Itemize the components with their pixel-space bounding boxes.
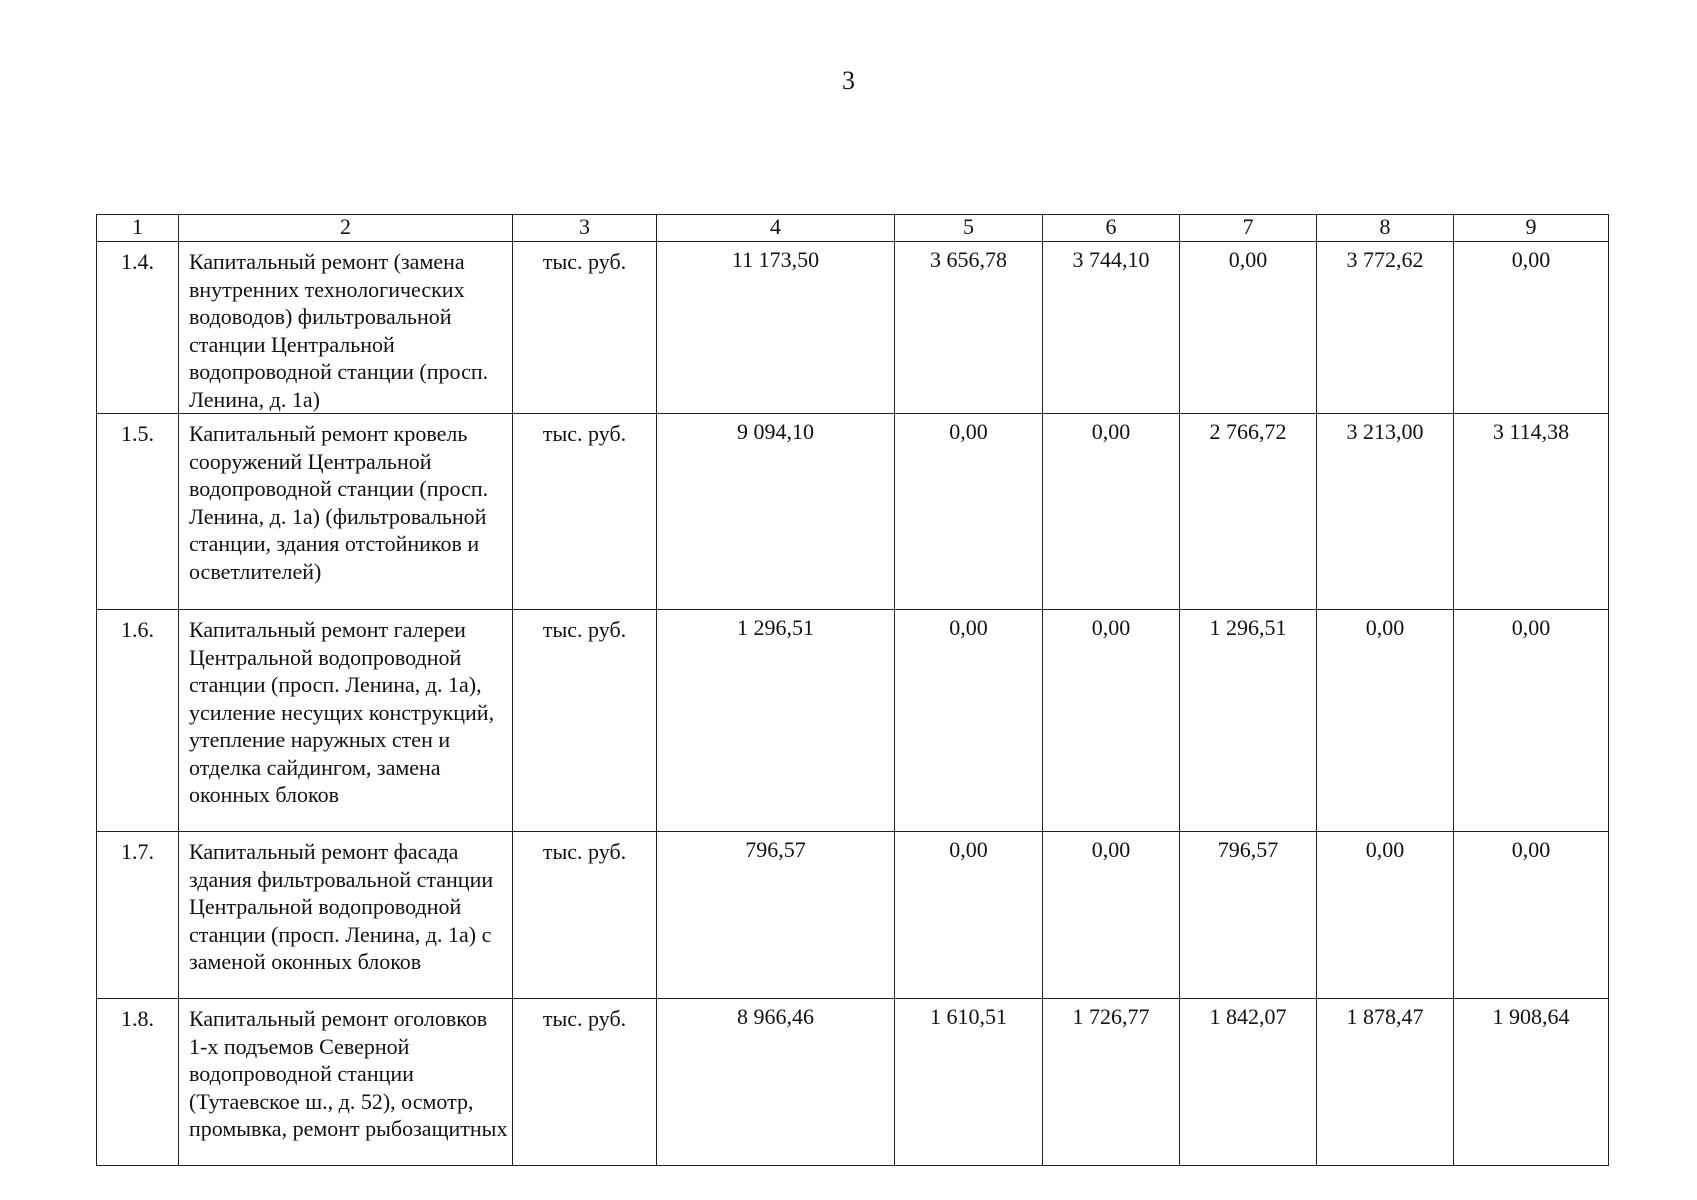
row-number: 1.8. (97, 999, 179, 1166)
table-row (97, 999, 1609, 1166)
row-number: 1.5. (97, 414, 179, 610)
row-value: 0,00 (1043, 832, 1180, 999)
table-row (97, 242, 1609, 414)
row-number: 1.4. (97, 242, 179, 414)
row-unit: тыс. руб. (513, 414, 657, 610)
row-value: 1 878,47 (1317, 999, 1454, 1166)
row-value-total: 796,57 (657, 832, 895, 999)
row-value: 1 842,07 (1180, 999, 1317, 1166)
table-header-row (97, 215, 1609, 242)
row-description: Капитальный ремонт галереи Центральной водопроводной станции (просп. Ленина, д. 1а), усиление несущих конструкций, утепление наружных стен и отделка сайдингом, замена оконных блоков (179, 610, 513, 832)
row-value-total: 9 094,10 (657, 414, 895, 610)
row-value: 1 726,77 (1043, 999, 1180, 1166)
row-value: 0,00 (1317, 610, 1454, 832)
row-description: Капитальный ремонт кровель сооружений Центральной водопроводной станции (просп. Ленина, д. 1а) (фильтровальной станции, здания отстойников и осветлителей) (179, 414, 513, 610)
table-row (97, 832, 1609, 999)
row-value: 0,00 (1043, 610, 1180, 832)
column-header: 5 (895, 215, 1043, 242)
row-value: 3 656,78 (895, 242, 1043, 414)
row-description: Капитальный ремонт фасада здания фильтровальной станции Центральной водопроводной станции (просп. Ленина, д. 1а) с заменой оконных блоков (179, 832, 513, 999)
row-value: 3 772,62 (1317, 242, 1454, 414)
column-header: 2 (179, 215, 513, 242)
row-unit: тыс. руб. (513, 832, 657, 999)
row-value: 3 744,10 (1043, 242, 1180, 414)
budget-table (96, 214, 1609, 1166)
row-value: 1 610,51 (895, 999, 1043, 1166)
column-header: 8 (1317, 215, 1454, 242)
table-row (97, 610, 1609, 832)
table-row (97, 414, 1609, 610)
row-value: 0,00 (1317, 832, 1454, 999)
row-value: 3 213,00 (1317, 414, 1454, 610)
column-header: 6 (1043, 215, 1180, 242)
row-value: 0,00 (1180, 242, 1317, 414)
row-unit: тыс. руб. (513, 610, 657, 832)
row-value-total: 8 966,46 (657, 999, 895, 1166)
row-value-total: 11 173,50 (657, 242, 895, 414)
column-header: 1 (97, 215, 179, 242)
page-number: 3 (842, 66, 855, 95)
row-description-text: Капитальный ремонт оголовков 1-х подъемов Северной водопроводной станции (Тутаевское ш., д. 52), осмотр, промывка, ремонт рыбозащитных (189, 1006, 508, 1141)
row-value: 2 766,72 (1180, 414, 1317, 610)
row-value: 0,00 (895, 832, 1043, 999)
row-value: 0,00 (1454, 242, 1609, 414)
row-value: 3 114,38 (1454, 414, 1609, 610)
row-unit: тыс. руб. (513, 999, 657, 1166)
column-header: 7 (1180, 215, 1317, 242)
row-description (179, 999, 513, 1166)
row-value: 796,57 (1180, 832, 1317, 999)
row-number: 1.7. (97, 832, 179, 999)
column-header: 3 (513, 215, 657, 242)
row-description: Капитальный ремонт (замена внутренних технологических водоводов) фильтровальной станции Центральной водопроводной станции (просп. Ленина, д. 1а) (179, 242, 513, 414)
row-value: 0,00 (1043, 414, 1180, 610)
column-header: 4 (657, 215, 895, 242)
row-value: 0,00 (895, 610, 1043, 832)
row-number: 1.6. (97, 610, 179, 832)
row-value: 0,00 (1454, 832, 1609, 999)
row-value: 0,00 (1454, 610, 1609, 832)
row-value: 0,00 (895, 414, 1043, 610)
row-unit: тыс. руб. (513, 242, 657, 414)
budget-table-container (96, 214, 1608, 1166)
column-header: 9 (1454, 215, 1609, 242)
row-value: 1 908,64 (1454, 999, 1609, 1166)
row-value-total: 1 296,51 (657, 610, 895, 832)
row-value: 1 296,51 (1180, 610, 1317, 832)
